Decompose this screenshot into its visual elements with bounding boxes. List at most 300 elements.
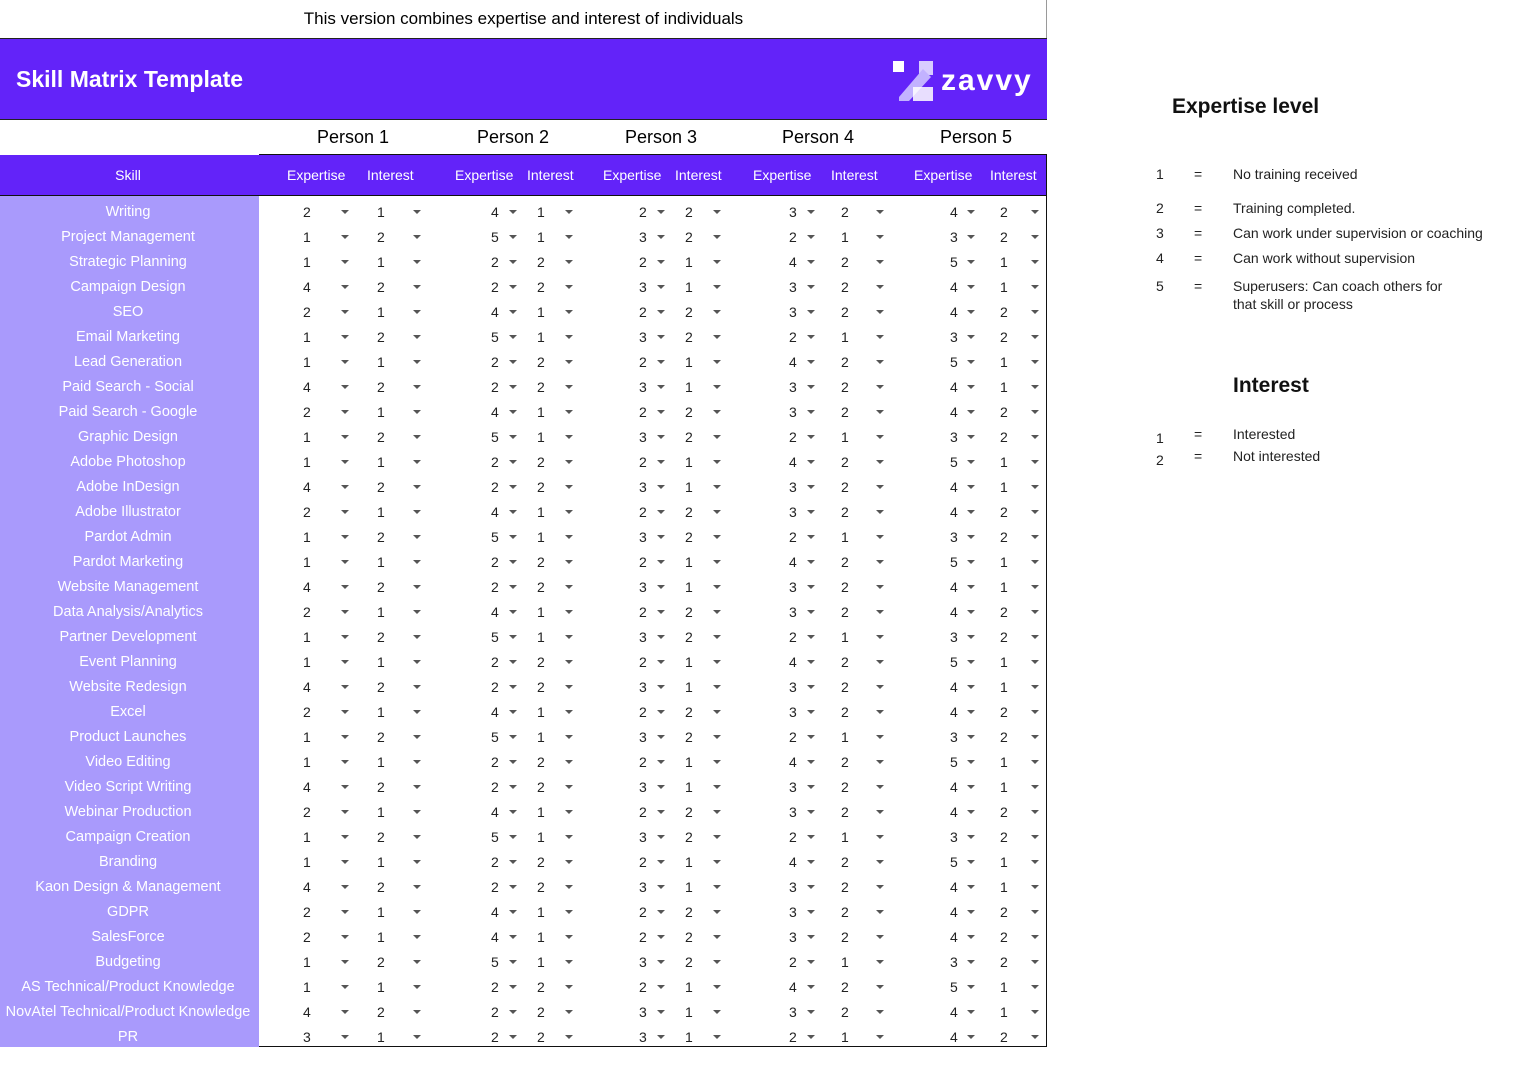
dropdown-arrow-icon[interactable] xyxy=(713,360,721,364)
dropdown-arrow-icon[interactable] xyxy=(1031,285,1039,289)
dropdown-arrow-icon[interactable] xyxy=(807,810,815,814)
dropdown-arrow-icon[interactable] xyxy=(413,810,421,814)
expertise-dropdown[interactable]: 2 xyxy=(491,679,499,695)
dropdown-arrow-icon[interactable] xyxy=(341,1010,349,1014)
dropdown-arrow-icon[interactable] xyxy=(967,860,975,864)
dropdown-arrow-icon[interactable] xyxy=(657,460,665,464)
dropdown-arrow-icon[interactable] xyxy=(876,960,884,964)
interest-dropdown[interactable]: 2 xyxy=(685,504,693,520)
interest-dropdown[interactable]: 1 xyxy=(537,829,545,845)
interest-dropdown[interactable]: 1 xyxy=(1000,854,1008,870)
dropdown-arrow-icon[interactable] xyxy=(967,810,975,814)
expertise-dropdown[interactable]: 2 xyxy=(639,654,647,670)
expertise-dropdown[interactable]: 2 xyxy=(639,904,647,920)
interest-dropdown[interactable]: 2 xyxy=(537,554,545,570)
dropdown-arrow-icon[interactable] xyxy=(413,1035,421,1039)
dropdown-arrow-icon[interactable] xyxy=(657,985,665,989)
dropdown-arrow-icon[interactable] xyxy=(341,435,349,439)
dropdown-arrow-icon[interactable] xyxy=(713,385,721,389)
dropdown-arrow-icon[interactable] xyxy=(967,260,975,264)
expertise-dropdown[interactable]: 5 xyxy=(950,454,958,470)
dropdown-arrow-icon[interactable] xyxy=(509,535,517,539)
interest-dropdown[interactable]: 1 xyxy=(537,329,545,345)
expertise-dropdown[interactable]: 2 xyxy=(491,1029,499,1045)
interest-dropdown[interactable]: 2 xyxy=(841,979,849,995)
interest-dropdown[interactable]: 1 xyxy=(537,804,545,820)
interest-dropdown[interactable]: 1 xyxy=(841,954,849,970)
interest-dropdown[interactable]: 1 xyxy=(1000,479,1008,495)
expertise-dropdown[interactable]: 2 xyxy=(639,354,647,370)
expertise-dropdown[interactable]: 3 xyxy=(789,779,797,795)
expertise-dropdown[interactable]: 5 xyxy=(491,529,499,545)
dropdown-arrow-icon[interactable] xyxy=(565,860,573,864)
expertise-dropdown[interactable]: 3 xyxy=(639,779,647,795)
expertise-dropdown[interactable]: 4 xyxy=(303,279,311,295)
interest-dropdown[interactable]: 1 xyxy=(841,529,849,545)
dropdown-arrow-icon[interactable] xyxy=(657,910,665,914)
dropdown-arrow-icon[interactable] xyxy=(876,660,884,664)
dropdown-arrow-icon[interactable] xyxy=(413,960,421,964)
dropdown-arrow-icon[interactable] xyxy=(967,960,975,964)
dropdown-arrow-icon[interactable] xyxy=(967,760,975,764)
expertise-dropdown[interactable]: 2 xyxy=(303,204,311,220)
dropdown-arrow-icon[interactable] xyxy=(509,310,517,314)
expertise-dropdown[interactable]: 1 xyxy=(303,754,311,770)
dropdown-arrow-icon[interactable] xyxy=(713,835,721,839)
expertise-dropdown[interactable]: 4 xyxy=(950,604,958,620)
expertise-dropdown[interactable]: 5 xyxy=(491,629,499,645)
interest-dropdown[interactable]: 2 xyxy=(841,854,849,870)
interest-dropdown[interactable]: 2 xyxy=(841,279,849,295)
dropdown-arrow-icon[interactable] xyxy=(509,485,517,489)
expertise-dropdown[interactable]: 5 xyxy=(491,829,499,845)
interest-dropdown[interactable]: 1 xyxy=(377,254,385,270)
expertise-dropdown[interactable]: 4 xyxy=(950,1029,958,1045)
dropdown-arrow-icon[interactable] xyxy=(1031,310,1039,314)
dropdown-arrow-icon[interactable] xyxy=(657,960,665,964)
dropdown-arrow-icon[interactable] xyxy=(657,510,665,514)
interest-dropdown[interactable]: 2 xyxy=(377,229,385,245)
interest-dropdown[interactable]: 2 xyxy=(377,579,385,595)
expertise-dropdown[interactable]: 2 xyxy=(491,779,499,795)
expertise-dropdown[interactable]: 2 xyxy=(789,629,797,645)
dropdown-arrow-icon[interactable] xyxy=(1031,835,1039,839)
dropdown-arrow-icon[interactable] xyxy=(807,860,815,864)
dropdown-arrow-icon[interactable] xyxy=(876,710,884,714)
dropdown-arrow-icon[interactable] xyxy=(807,635,815,639)
interest-dropdown[interactable]: 1 xyxy=(377,979,385,995)
expertise-dropdown[interactable]: 4 xyxy=(491,604,499,620)
expertise-dropdown[interactable]: 2 xyxy=(639,204,647,220)
dropdown-arrow-icon[interactable] xyxy=(807,735,815,739)
expertise-dropdown[interactable]: 4 xyxy=(950,404,958,420)
dropdown-arrow-icon[interactable] xyxy=(509,685,517,689)
expertise-dropdown[interactable]: 1 xyxy=(303,454,311,470)
expertise-dropdown[interactable]: 2 xyxy=(491,454,499,470)
dropdown-arrow-icon[interactable] xyxy=(565,610,573,614)
dropdown-arrow-icon[interactable] xyxy=(565,585,573,589)
expertise-dropdown[interactable]: 2 xyxy=(491,854,499,870)
dropdown-arrow-icon[interactable] xyxy=(565,235,573,239)
expertise-dropdown[interactable]: 1 xyxy=(303,654,311,670)
interest-dropdown[interactable]: 2 xyxy=(1000,304,1008,320)
dropdown-arrow-icon[interactable] xyxy=(807,960,815,964)
dropdown-arrow-icon[interactable] xyxy=(713,260,721,264)
expertise-dropdown[interactable]: 5 xyxy=(491,729,499,745)
dropdown-arrow-icon[interactable] xyxy=(413,260,421,264)
dropdown-arrow-icon[interactable] xyxy=(657,810,665,814)
expertise-dropdown[interactable]: 3 xyxy=(639,379,647,395)
interest-dropdown[interactable]: 1 xyxy=(685,579,693,595)
interest-dropdown[interactable]: 2 xyxy=(377,329,385,345)
dropdown-arrow-icon[interactable] xyxy=(565,310,573,314)
dropdown-arrow-icon[interactable] xyxy=(713,1035,721,1039)
expertise-dropdown[interactable]: 2 xyxy=(639,504,647,520)
dropdown-arrow-icon[interactable] xyxy=(713,935,721,939)
expertise-dropdown[interactable]: 3 xyxy=(789,704,797,720)
dropdown-arrow-icon[interactable] xyxy=(413,785,421,789)
interest-dropdown[interactable]: 1 xyxy=(685,454,693,470)
interest-dropdown[interactable]: 2 xyxy=(1000,604,1008,620)
dropdown-arrow-icon[interactable] xyxy=(876,510,884,514)
dropdown-arrow-icon[interactable] xyxy=(1031,960,1039,964)
interest-dropdown[interactable]: 2 xyxy=(841,204,849,220)
expertise-dropdown[interactable]: 3 xyxy=(789,379,797,395)
interest-dropdown[interactable]: 1 xyxy=(537,929,545,945)
expertise-dropdown[interactable]: 1 xyxy=(303,729,311,745)
dropdown-arrow-icon[interactable] xyxy=(565,510,573,514)
expertise-dropdown[interactable]: 3 xyxy=(950,629,958,645)
expertise-dropdown[interactable]: 3 xyxy=(639,1029,647,1045)
dropdown-arrow-icon[interactable] xyxy=(967,585,975,589)
expertise-dropdown[interactable]: 3 xyxy=(789,1004,797,1020)
dropdown-arrow-icon[interactable] xyxy=(341,210,349,214)
dropdown-arrow-icon[interactable] xyxy=(341,585,349,589)
dropdown-arrow-icon[interactable] xyxy=(1031,435,1039,439)
interest-dropdown[interactable]: 1 xyxy=(841,629,849,645)
dropdown-arrow-icon[interactable] xyxy=(876,635,884,639)
expertise-dropdown[interactable]: 2 xyxy=(303,404,311,420)
expertise-dropdown[interactable]: 5 xyxy=(950,979,958,995)
dropdown-arrow-icon[interactable] xyxy=(509,210,517,214)
interest-dropdown[interactable]: 2 xyxy=(841,929,849,945)
expertise-dropdown[interactable]: 2 xyxy=(639,254,647,270)
interest-dropdown[interactable]: 1 xyxy=(1000,1004,1008,1020)
dropdown-arrow-icon[interactable] xyxy=(713,285,721,289)
expertise-dropdown[interactable]: 4 xyxy=(491,904,499,920)
interest-dropdown[interactable]: 2 xyxy=(537,454,545,470)
interest-dropdown[interactable]: 1 xyxy=(841,729,849,745)
dropdown-arrow-icon[interactable] xyxy=(876,735,884,739)
interest-dropdown[interactable]: 2 xyxy=(537,854,545,870)
dropdown-arrow-icon[interactable] xyxy=(876,285,884,289)
expertise-dropdown[interactable]: 3 xyxy=(639,229,647,245)
interest-dropdown[interactable]: 1 xyxy=(537,404,545,420)
dropdown-arrow-icon[interactable] xyxy=(509,285,517,289)
dropdown-arrow-icon[interactable] xyxy=(967,835,975,839)
dropdown-arrow-icon[interactable] xyxy=(565,1010,573,1014)
expertise-dropdown[interactable]: 3 xyxy=(789,679,797,695)
interest-dropdown[interactable]: 1 xyxy=(537,729,545,745)
dropdown-arrow-icon[interactable] xyxy=(341,560,349,564)
interest-dropdown[interactable]: 2 xyxy=(537,1029,545,1045)
interest-dropdown[interactable]: 2 xyxy=(1000,529,1008,545)
expertise-dropdown[interactable]: 4 xyxy=(950,679,958,695)
dropdown-arrow-icon[interactable] xyxy=(713,760,721,764)
dropdown-arrow-icon[interactable] xyxy=(876,1010,884,1014)
interest-dropdown[interactable]: 1 xyxy=(377,204,385,220)
dropdown-arrow-icon[interactable] xyxy=(341,335,349,339)
interest-dropdown[interactable]: 2 xyxy=(841,604,849,620)
dropdown-arrow-icon[interactable] xyxy=(565,560,573,564)
dropdown-arrow-icon[interactable] xyxy=(807,410,815,414)
interest-dropdown[interactable]: 2 xyxy=(685,904,693,920)
interest-dropdown[interactable]: 2 xyxy=(537,879,545,895)
dropdown-arrow-icon[interactable] xyxy=(565,910,573,914)
interest-dropdown[interactable]: 2 xyxy=(685,404,693,420)
expertise-dropdown[interactable]: 2 xyxy=(639,604,647,620)
expertise-dropdown[interactable]: 5 xyxy=(491,954,499,970)
interest-dropdown[interactable]: 1 xyxy=(537,904,545,920)
dropdown-arrow-icon[interactable] xyxy=(565,1035,573,1039)
expertise-dropdown[interactable]: 2 xyxy=(639,979,647,995)
dropdown-arrow-icon[interactable] xyxy=(713,860,721,864)
dropdown-arrow-icon[interactable] xyxy=(1031,635,1039,639)
dropdown-arrow-icon[interactable] xyxy=(1031,785,1039,789)
expertise-dropdown[interactable]: 3 xyxy=(950,529,958,545)
dropdown-arrow-icon[interactable] xyxy=(807,610,815,614)
interest-dropdown[interactable]: 1 xyxy=(841,829,849,845)
interest-dropdown[interactable]: 2 xyxy=(841,704,849,720)
expertise-dropdown[interactable]: 2 xyxy=(639,454,647,470)
dropdown-arrow-icon[interactable] xyxy=(565,760,573,764)
interest-dropdown[interactable]: 2 xyxy=(685,329,693,345)
interest-dropdown[interactable]: 1 xyxy=(1000,779,1008,795)
interest-dropdown[interactable]: 2 xyxy=(377,429,385,445)
dropdown-arrow-icon[interactable] xyxy=(565,785,573,789)
interest-dropdown[interactable]: 2 xyxy=(685,729,693,745)
interest-dropdown[interactable]: 2 xyxy=(537,254,545,270)
interest-dropdown[interactable]: 2 xyxy=(377,529,385,545)
dropdown-arrow-icon[interactable] xyxy=(565,410,573,414)
interest-dropdown[interactable]: 2 xyxy=(1000,504,1008,520)
expertise-dropdown[interactable]: 5 xyxy=(491,429,499,445)
dropdown-arrow-icon[interactable] xyxy=(876,985,884,989)
interest-dropdown[interactable]: 1 xyxy=(685,979,693,995)
interest-dropdown[interactable]: 2 xyxy=(537,279,545,295)
expertise-dropdown[interactable]: 1 xyxy=(303,954,311,970)
interest-dropdown[interactable]: 2 xyxy=(377,379,385,395)
expertise-dropdown[interactable]: 4 xyxy=(950,704,958,720)
dropdown-arrow-icon[interactable] xyxy=(413,235,421,239)
expertise-dropdown[interactable]: 3 xyxy=(639,429,647,445)
dropdown-arrow-icon[interactable] xyxy=(657,1010,665,1014)
dropdown-arrow-icon[interactable] xyxy=(565,285,573,289)
dropdown-arrow-icon[interactable] xyxy=(341,460,349,464)
expertise-dropdown[interactable]: 4 xyxy=(950,479,958,495)
expertise-dropdown[interactable]: 3 xyxy=(303,1029,311,1045)
expertise-dropdown[interactable]: 4 xyxy=(491,929,499,945)
dropdown-arrow-icon[interactable] xyxy=(657,410,665,414)
interest-dropdown[interactable]: 2 xyxy=(537,679,545,695)
dropdown-arrow-icon[interactable] xyxy=(967,235,975,239)
expertise-dropdown[interactable]: 1 xyxy=(303,329,311,345)
expertise-dropdown[interactable]: 2 xyxy=(789,229,797,245)
expertise-dropdown[interactable]: 1 xyxy=(303,429,311,445)
dropdown-arrow-icon[interactable] xyxy=(807,585,815,589)
expertise-dropdown[interactable]: 4 xyxy=(950,779,958,795)
interest-dropdown[interactable]: 1 xyxy=(377,304,385,320)
expertise-dropdown[interactable]: 3 xyxy=(789,904,797,920)
dropdown-arrow-icon[interactable] xyxy=(413,535,421,539)
dropdown-arrow-icon[interactable] xyxy=(713,485,721,489)
interest-dropdown[interactable]: 2 xyxy=(685,704,693,720)
dropdown-arrow-icon[interactable] xyxy=(876,585,884,589)
expertise-dropdown[interactable]: 4 xyxy=(950,929,958,945)
expertise-dropdown[interactable]: 1 xyxy=(303,354,311,370)
dropdown-arrow-icon[interactable] xyxy=(509,985,517,989)
expertise-dropdown[interactable]: 3 xyxy=(639,579,647,595)
interest-dropdown[interactable]: 1 xyxy=(1000,879,1008,895)
dropdown-arrow-icon[interactable] xyxy=(413,685,421,689)
expertise-dropdown[interactable]: 3 xyxy=(789,879,797,895)
expertise-dropdown[interactable]: 4 xyxy=(789,254,797,270)
interest-dropdown[interactable]: 2 xyxy=(537,379,545,395)
interest-dropdown[interactable]: 2 xyxy=(841,879,849,895)
expertise-dropdown[interactable]: 2 xyxy=(789,829,797,845)
expertise-dropdown[interactable]: 3 xyxy=(789,929,797,945)
dropdown-arrow-icon[interactable] xyxy=(657,285,665,289)
dropdown-arrow-icon[interactable] xyxy=(565,635,573,639)
expertise-dropdown[interactable]: 2 xyxy=(491,654,499,670)
dropdown-arrow-icon[interactable] xyxy=(876,835,884,839)
dropdown-arrow-icon[interactable] xyxy=(413,760,421,764)
interest-dropdown[interactable]: 1 xyxy=(1000,754,1008,770)
interest-dropdown[interactable]: 1 xyxy=(1000,454,1008,470)
dropdown-arrow-icon[interactable] xyxy=(413,860,421,864)
dropdown-arrow-icon[interactable] xyxy=(1031,410,1039,414)
interest-dropdown[interactable]: 2 xyxy=(841,479,849,495)
expertise-dropdown[interactable]: 3 xyxy=(789,479,797,495)
dropdown-arrow-icon[interactable] xyxy=(509,960,517,964)
expertise-dropdown[interactable]: 3 xyxy=(789,579,797,595)
interest-dropdown[interactable]: 2 xyxy=(377,679,385,695)
dropdown-arrow-icon[interactable] xyxy=(876,210,884,214)
expertise-dropdown[interactable]: 3 xyxy=(639,829,647,845)
interest-dropdown[interactable]: 1 xyxy=(685,554,693,570)
dropdown-arrow-icon[interactable] xyxy=(967,535,975,539)
dropdown-arrow-icon[interactable] xyxy=(509,510,517,514)
dropdown-arrow-icon[interactable] xyxy=(876,385,884,389)
dropdown-arrow-icon[interactable] xyxy=(657,385,665,389)
expertise-dropdown[interactable]: 2 xyxy=(789,329,797,345)
interest-dropdown[interactable]: 2 xyxy=(841,454,849,470)
dropdown-arrow-icon[interactable] xyxy=(657,485,665,489)
interest-dropdown[interactable]: 1 xyxy=(377,904,385,920)
expertise-dropdown[interactable]: 4 xyxy=(950,579,958,595)
interest-dropdown[interactable]: 1 xyxy=(841,1029,849,1045)
interest-dropdown[interactable]: 2 xyxy=(841,354,849,370)
dropdown-arrow-icon[interactable] xyxy=(509,410,517,414)
interest-dropdown[interactable]: 1 xyxy=(377,454,385,470)
interest-dropdown[interactable]: 1 xyxy=(377,704,385,720)
expertise-dropdown[interactable]: 4 xyxy=(789,854,797,870)
interest-dropdown[interactable]: 1 xyxy=(685,679,693,695)
dropdown-arrow-icon[interactable] xyxy=(876,485,884,489)
dropdown-arrow-icon[interactable] xyxy=(807,310,815,314)
interest-dropdown[interactable]: 1 xyxy=(537,604,545,620)
expertise-dropdown[interactable]: 4 xyxy=(491,204,499,220)
dropdown-arrow-icon[interactable] xyxy=(413,510,421,514)
dropdown-arrow-icon[interactable] xyxy=(657,660,665,664)
dropdown-arrow-icon[interactable] xyxy=(967,1035,975,1039)
dropdown-arrow-icon[interactable] xyxy=(1031,210,1039,214)
expertise-dropdown[interactable]: 3 xyxy=(789,504,797,520)
interest-dropdown[interactable]: 2 xyxy=(377,954,385,970)
interest-dropdown[interactable]: 2 xyxy=(685,204,693,220)
expertise-dropdown[interactable]: 1 xyxy=(303,554,311,570)
dropdown-arrow-icon[interactable] xyxy=(565,885,573,889)
dropdown-arrow-icon[interactable] xyxy=(1031,760,1039,764)
expertise-dropdown[interactable]: 3 xyxy=(789,404,797,420)
interest-dropdown[interactable]: 1 xyxy=(537,529,545,545)
expertise-dropdown[interactable]: 2 xyxy=(639,854,647,870)
dropdown-arrow-icon[interactable] xyxy=(657,210,665,214)
interest-dropdown[interactable]: 1 xyxy=(685,779,693,795)
dropdown-arrow-icon[interactable] xyxy=(413,485,421,489)
dropdown-arrow-icon[interactable] xyxy=(413,660,421,664)
dropdown-arrow-icon[interactable] xyxy=(967,935,975,939)
dropdown-arrow-icon[interactable] xyxy=(967,435,975,439)
dropdown-arrow-icon[interactable] xyxy=(876,885,884,889)
expertise-dropdown[interactable]: 4 xyxy=(950,279,958,295)
expertise-dropdown[interactable]: 5 xyxy=(950,854,958,870)
expertise-dropdown[interactable]: 1 xyxy=(303,529,311,545)
dropdown-arrow-icon[interactable] xyxy=(713,210,721,214)
dropdown-arrow-icon[interactable] xyxy=(876,335,884,339)
interest-dropdown[interactable]: 2 xyxy=(841,779,849,795)
interest-dropdown[interactable]: 2 xyxy=(1000,629,1008,645)
expertise-dropdown[interactable]: 3 xyxy=(789,604,797,620)
interest-dropdown[interactable]: 2 xyxy=(841,554,849,570)
dropdown-arrow-icon[interactable] xyxy=(807,785,815,789)
interest-dropdown[interactable]: 2 xyxy=(841,679,849,695)
dropdown-arrow-icon[interactable] xyxy=(1031,535,1039,539)
dropdown-arrow-icon[interactable] xyxy=(967,685,975,689)
expertise-dropdown[interactable]: 2 xyxy=(639,754,647,770)
dropdown-arrow-icon[interactable] xyxy=(1031,1035,1039,1039)
dropdown-arrow-icon[interactable] xyxy=(509,910,517,914)
dropdown-arrow-icon[interactable] xyxy=(967,735,975,739)
interest-dropdown[interactable]: 2 xyxy=(841,1004,849,1020)
interest-dropdown[interactable]: 2 xyxy=(377,479,385,495)
expertise-dropdown[interactable]: 2 xyxy=(639,704,647,720)
interest-dropdown[interactable]: 2 xyxy=(537,354,545,370)
expertise-dropdown[interactable]: 3 xyxy=(639,954,647,970)
dropdown-arrow-icon[interactable] xyxy=(967,660,975,664)
expertise-dropdown[interactable]: 2 xyxy=(789,954,797,970)
expertise-dropdown[interactable]: 3 xyxy=(789,304,797,320)
dropdown-arrow-icon[interactable] xyxy=(341,485,349,489)
dropdown-arrow-icon[interactable] xyxy=(341,960,349,964)
dropdown-arrow-icon[interactable] xyxy=(1031,885,1039,889)
dropdown-arrow-icon[interactable] xyxy=(807,685,815,689)
expertise-dropdown[interactable]: 3 xyxy=(639,329,647,345)
interest-dropdown[interactable]: 1 xyxy=(685,1029,693,1045)
dropdown-arrow-icon[interactable] xyxy=(413,435,421,439)
interest-dropdown[interactable]: 1 xyxy=(841,329,849,345)
expertise-dropdown[interactable]: 2 xyxy=(639,804,647,820)
